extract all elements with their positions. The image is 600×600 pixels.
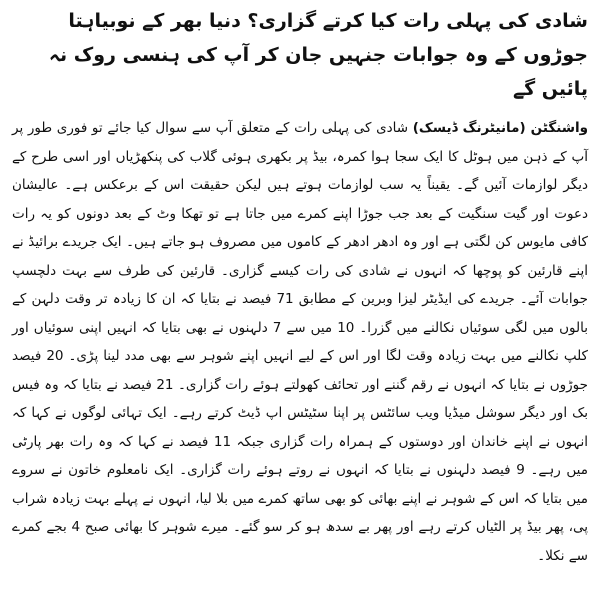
article-dateline: واشنگٹن (مانیٹرنگ ڈیسک) xyxy=(412,120,589,136)
article-body xyxy=(12,114,588,570)
article-headline: شادی کی پہلی رات کیا کرتے گزاری؟ دنیا بھر کے نوبیاہتا جوڑوں کے وہ جوابات جنہیں جان کر آپ کی ہنسی روک نہ پائیں گے xyxy=(48,10,588,100)
article-body-text: شادی کی پہلی رات کے متعلق آپ سے سوال کیا جائے تو فوری طور پر آپ کے ذہن میں ہوٹل کا ایک سجا ہوا کمرہ، بیڈ پر بکھری ہوئی گلاب کی پنکھڑیاں اور اسی طرح کے دیگر لوازمات آئیں گے۔ یقیناً یہ سب لوازمات ہوتے ہیں لیکن حقیقت اس کے برعکس ہے۔ عالیشان دعوت اور گیت سنگیت کے بعد جب جوڑا اپنے کمرے میں جاتا ہے تو تھکا وٹ کے بعد دونوں کو یہ رات کافی مایوس کن لگتی ہے اور وہ ادھر ادھر کے کاموں میں مصروف ہو جاتے ہیں۔ ایک جریدے برائیڈ نے اپنے قارئین کو پوچھا کہ انہوں نے شادی کی رات کیسے گزاری۔ قارئین کی طرف سے بہت دلچسپ جوابات آئے۔ جریدے کی ایڈیٹر لیزا وبرین کے مطابق 71 فیصد نے بتایا کہ ان کا زیادہ تر وقت دلہن کے بالوں میں لگی سوئیاں نکالنے میں گزرا۔ 10 میں سے 7 دلہنوں نے بھی بتایا کہ انہیں اپنی سوئیاں اور کلپ نکالنے میں بہت زیادہ وقت لگا اور اس کے لیے انہیں اپنے شوہر سے بھی مدد لینا پڑی۔ 20 فیصد جوڑوں نے بتایا کہ انہوں نے رقم گننے اور تحائف کھولتے ہوئے رات گزاری۔ 21 فیصد نے بتایا کہ وہ فیس بک اور دیگر سوشل میڈیا ویب سائٹس پر اپنا سٹیٹس اپ ڈیٹ کرتے رہے۔ ایک تہائی لوگوں نے کہا کہ انہوں نے اپنے خاندان اور دوستوں کے ہمراہ رات گزاری جبکہ 11 فیصد نے کہا کہ وہ رات بھر پارٹی میں رہے۔ 9 فیصد دلہنوں نے بتایا کہ انہوں نے روتے ہوئے رات گزاری۔ ایک نامعلوم خاتون نے سروے میں بتایا کہ اس کے شوہر نے اپنے بھائی کو بھی ساتھ کمرے میں بلا لیا، انہوں نے پہلے بہت زیادہ شراب پی، پھر بیڈ پر الٹیاں کرتے رہے اور پھر بے سدھ ہو کر سو گئے۔ میرے شوہر کا بھائی صبح 4 بجے کمرے سے نکلا۔ xyxy=(12,120,588,564)
